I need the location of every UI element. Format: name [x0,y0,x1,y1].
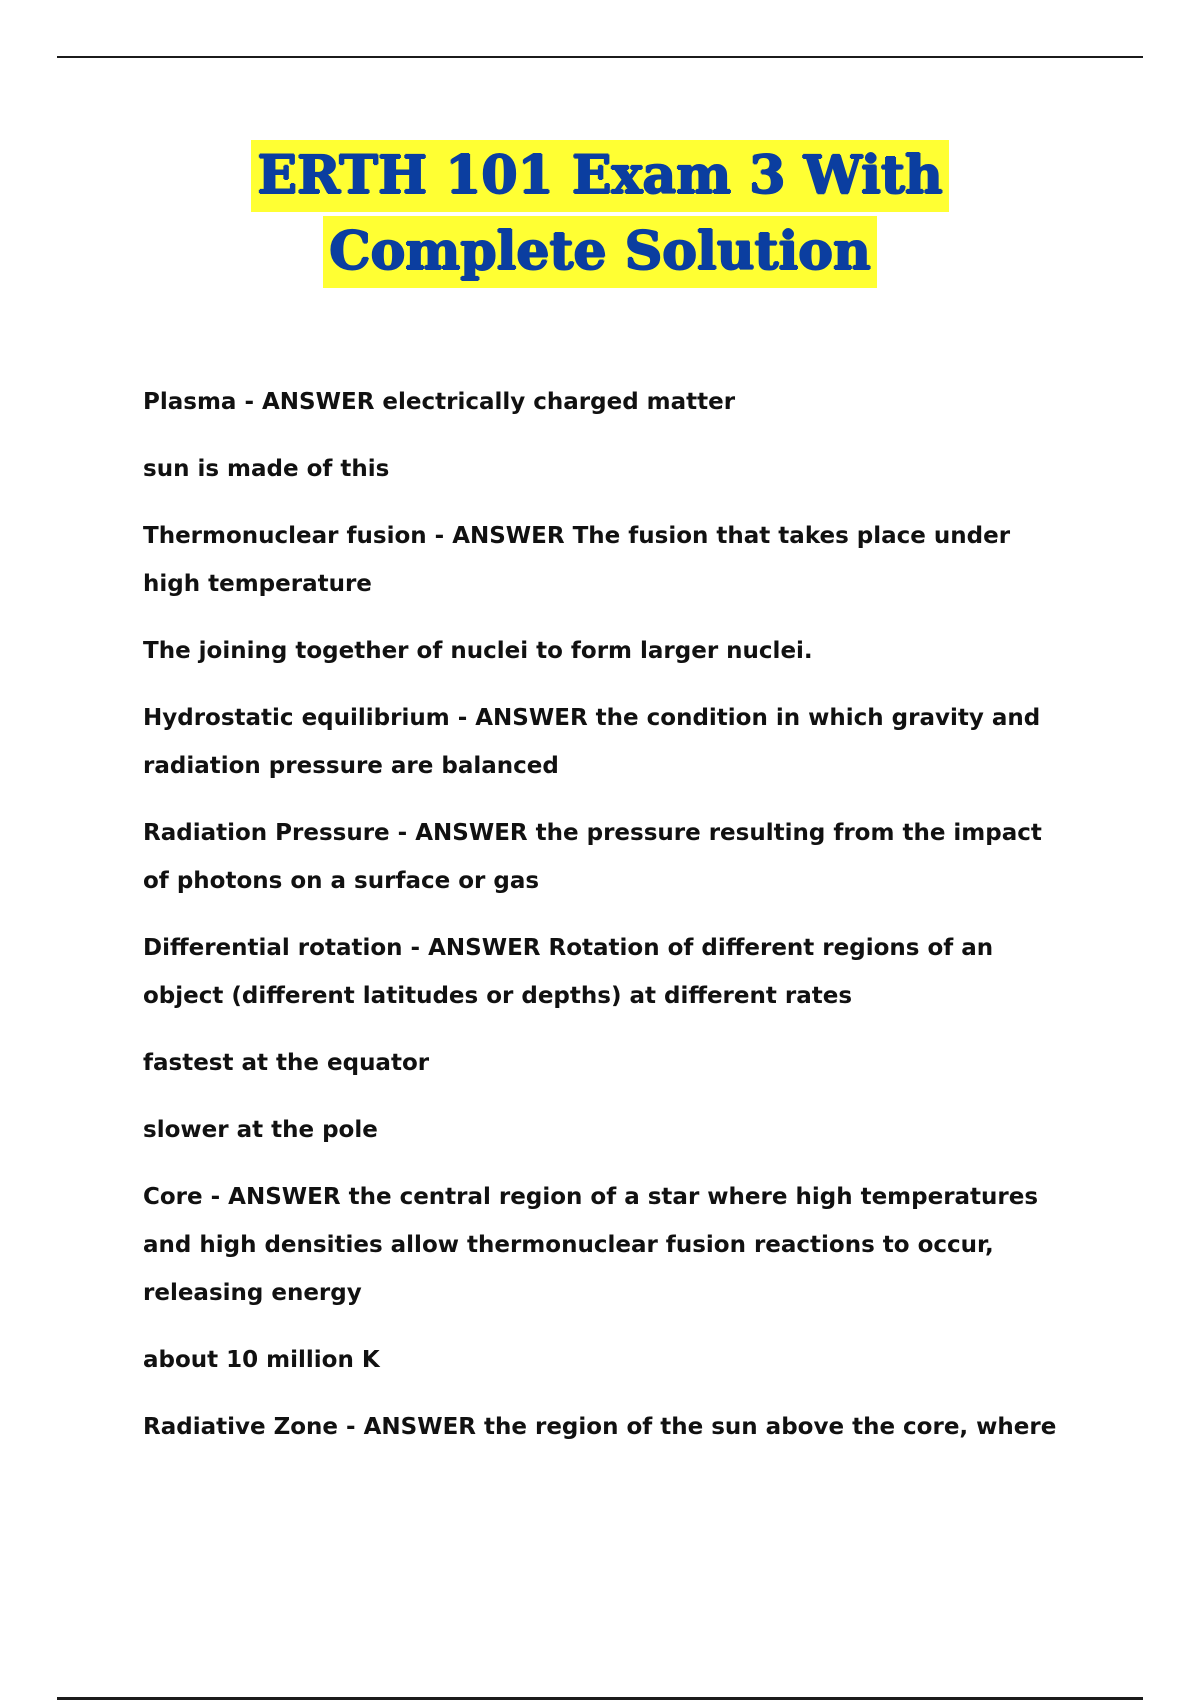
title-line-2: Complete Solution [323,216,877,288]
paragraph-core-temperature: about 10 million K [143,1347,380,1373]
paragraph-hydrostatic-equilibrium: Hydrostatic equilibrium - ANSWER the condition in which gravity and radiation pressure are balanced [143,705,1041,779]
header-rule [57,56,1143,58]
paragraph-joining-nuclei: The joining together of nuclei to form larger nuclei. [143,638,813,664]
paragraph-thermonuclear-fusion: Thermonuclear fusion - ANSWER The fusion that takes place under high temperature [143,523,1011,597]
paragraph-radiative-zone: Radiative Zone - ANSWER the region of the sun above the core, where [143,1414,1057,1440]
document-title [0,140,1200,292]
document-body [143,378,1063,1470]
paragraph-fastest-equator: fastest at the equator [143,1050,430,1076]
paragraph-differential-rotation: Differential rotation - ANSWER Rotation of different regions of an object (different latitudes or depths) at different rates [143,935,994,1009]
paragraph-slower-pole: slower at the pole [143,1117,378,1143]
paragraph-sun-made-of: sun is made of this [143,456,390,482]
title-line-1: ERTH 101 Exam 3 With [251,140,948,212]
paragraph-core: Core - ANSWER the central region of a star where high temperatures and high densities allow thermonuclear fusion reactions to occur, releasing energy [143,1184,1039,1306]
paragraph-plasma: Plasma - ANSWER electrically charged matter [143,389,736,415]
paragraph-radiation-pressure: Radiation Pressure - ANSWER the pressure resulting from the impact of photons on a surface or gas [143,820,1042,894]
